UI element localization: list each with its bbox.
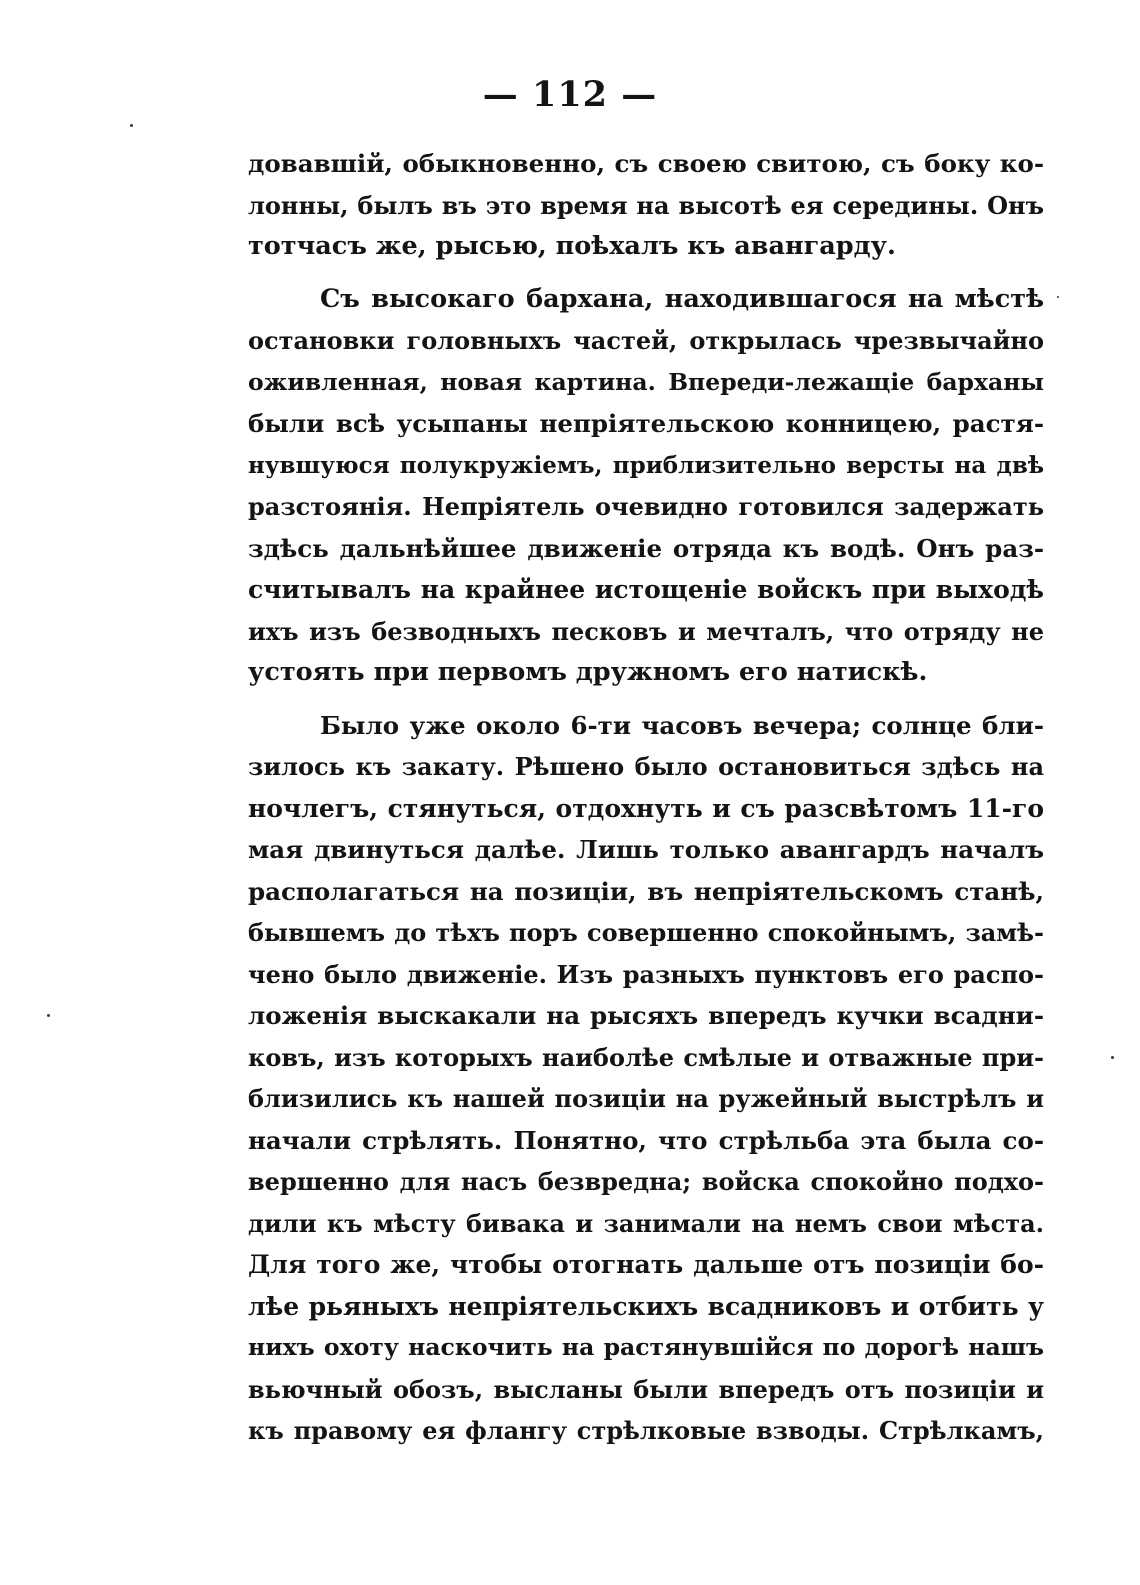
scan-speck	[130, 124, 133, 127]
text-line: близились къ нашей позиціи на ружейный выстрѣлъ и	[248, 1084, 1044, 1113]
text-line: мая двинуться далѣе. Лишь только авангардъ началъ	[248, 835, 1044, 864]
scan-speck	[1057, 296, 1059, 298]
text-line: ковъ, изъ которыхъ наиболѣе смѣлые и отважные при-	[248, 1042, 1044, 1072]
text-line: зилось къ закату. Рѣшено было остановиться здѣсь на	[248, 752, 1044, 781]
text-line: дили къ мѣсту бивака и занимали на немъ свои мѣста.	[248, 1208, 1044, 1238]
text-line: ихъ изъ безводныхъ песковъ и мечталъ, что отряду не	[248, 616, 1044, 646]
text-line: оживленная, новая картина. Впереди-лежащіе барханы	[248, 367, 1044, 396]
text-line: лонны, былъ въ это время на высотѣ ея середины. Онъ	[248, 190, 1044, 220]
text-line: ложенія выскакали на рысяхъ впередъ кучки всадни-	[248, 1001, 1044, 1030]
body-text	[248, 143, 1044, 1452]
text-line: чено было движеніе. Изъ разныхъ пунктовъ его распо-	[248, 959, 1044, 989]
text-line: были всѣ усыпаны непріятельскою конницею, растя-	[248, 409, 1044, 438]
text-line: устоять при первомъ дружномъ его натискѣ.	[248, 657, 928, 687]
text-line: лѣе рьяныхъ непріятельскихъ всадниковъ и отбить у	[248, 1291, 1044, 1321]
text-line: располагаться на позиціи, въ непріятельскомъ станѣ,	[248, 876, 1044, 906]
text-line: Для того же, чтобы отогнать дальше отъ позиціи бо-	[248, 1250, 1044, 1279]
text-line: къ правому ея флангу стрѣлковые взводы. Стрѣлкамъ,	[248, 1416, 1044, 1445]
text-line: Было уже около 6-ти часовъ вечера; солнце бли-	[320, 710, 1044, 740]
page-number: — 112 —	[482, 74, 658, 115]
text-line: разстоянія. Непріятель очевидно готовился задержать	[248, 492, 1044, 521]
text-line: вершенно для насъ безвредна; войска спокойно подхо-	[248, 1167, 1044, 1196]
text-line: тотчасъ же, рысью, поѣхалъ къ авангарду.	[248, 231, 896, 261]
text-line: нихъ охоту наскочить на растянувшійся по дорогѣ нашъ	[248, 1333, 1044, 1361]
scan-speck	[47, 1014, 50, 1017]
text-line: довавшій, обыкновенно, съ своею свитою, съ боку ко-	[248, 149, 1044, 178]
paragraph	[248, 705, 1044, 1452]
text-line: остановки головныхъ частей, открылась чрезвычайно	[248, 326, 1044, 355]
paragraph	[248, 143, 1044, 268]
text-line: начали стрѣлять. Понятно, что стрѣльба эта была со-	[248, 1125, 1044, 1155]
text-line: Съ высокаго бархана, находившагося на мѣстѣ	[320, 283, 1044, 314]
paragraph	[248, 279, 1044, 694]
text-line: ночлегъ, стянуться, отдохнуть и съ разсвѣтомъ 11-го	[248, 793, 1044, 823]
text-line: нувшуюся полукружіемъ, приблизительно версты на двѣ	[248, 451, 1044, 479]
text-line: бывшемъ до тѣхъ поръ совершенно спокойнымъ, замѣ-	[248, 918, 1044, 947]
text-line: считывалъ на крайнее истощеніе войскъ при выходѣ	[248, 575, 1044, 604]
text-line: вьючный обозъ, высланы были впередъ отъ позиціи и	[248, 1374, 1044, 1404]
text-line: здѣсь дальнѣйшее движеніе отряда къ водѣ. Онъ раз-	[248, 533, 1044, 563]
scan-speck	[1111, 1056, 1114, 1059]
